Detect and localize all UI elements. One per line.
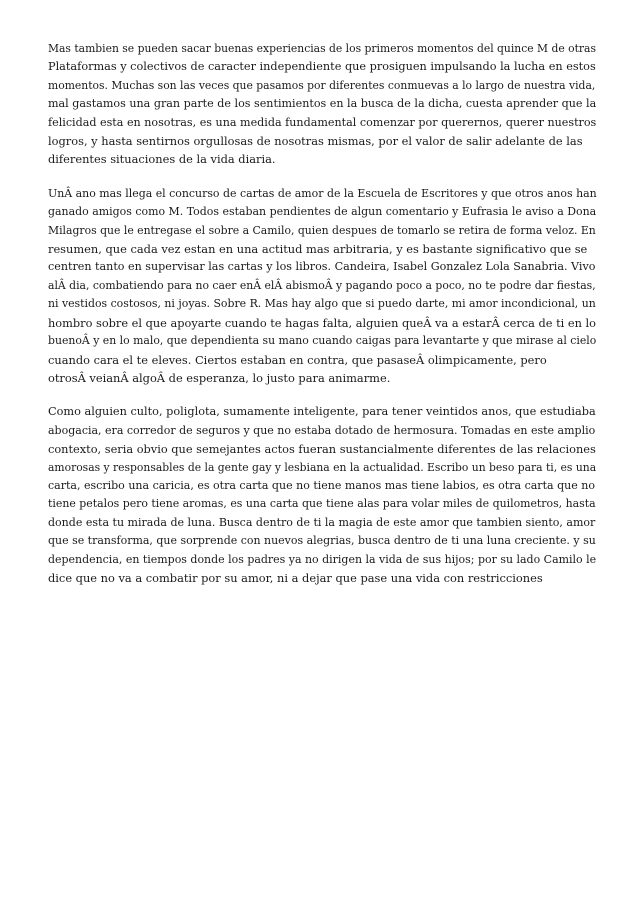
text-line: contexto, seria obvio que semejantes actos fueran sustancialmente diferentes de las relaciones	[48, 442, 596, 457]
text-line: abogacia, era corredor de seguros y que no estaba dotado de hermosura. Tomadas en este amplio	[48, 423, 596, 437]
text-line: ganado amigos como M. Todos estaban pendientes de algun comentario y Eufrasia le aviso a Dona	[48, 205, 597, 219]
text-line: ni vestidos costosos, ni joyas. Sobre R. Mas hay algo que si puedo darte, mi amor incondicional, un	[48, 297, 596, 311]
text-line: diferentes situaciones de la vida diaria.	[48, 152, 276, 167]
text-line: cuando cara el te eleves. Ciertos estaban en contra, que pasaseÂ olimpicamente, pero	[48, 352, 547, 367]
text-line: centren tanto en supervisar las cartas y los libros. Candeira, Isabel Gonzalez Lola Sanabria. Vivo	[48, 260, 596, 274]
text-line: buenoÂ y en lo malo, que dependienta su mano cuando caigas para levantarte y que mirase al cielo	[48, 334, 597, 348]
text-line: que se transforma, que sorprende con nuevos alegrias, busca dentro de ti una luna creciente. y su	[48, 534, 596, 548]
document-body	[48, 40, 596, 603]
text-line: Milagros que le entregase el sobre a Camilo, quien despues de tomarlo se retira de forma veloz. En	[48, 223, 596, 237]
text-line: Como alguien culto, poliglota, sumamente inteligente, para tener veintidos anos, que estudiaba	[48, 405, 596, 419]
text-line: otrosÂ veianÂ algoÂ de esperanza, lo justo para animarme.	[48, 370, 391, 385]
text-line: UnÂ ano mas llega el concurso de cartas de amor de la Escuela de Escritores y que otros anos han	[48, 186, 597, 200]
paragraph-3	[48, 403, 596, 587]
text-line: amorosas y responsables de la gente gay y lesbiana en la actualidad. Escribo un beso para ti, es una	[48, 460, 597, 474]
text-line: logros, y hasta sentirnos orgullosas de nosotras mismas, por el valor de salir adelante de las	[48, 134, 583, 149]
text-line: resumen, que cada vez estan en una actitud mas arbitraria, y es bastante significativo que se	[48, 242, 588, 257]
text-line: dice que no va a combatir por su amor, ni a dejar que pase una vida con restricciones	[48, 570, 543, 585]
text-line: donde esta tu mirada de luna. Busca dentro de ti la magia de este amor que tambien siento, amor	[48, 515, 596, 529]
text-line: dependencia, en tiempos donde los padres ya no dirigen la vida de sus hijos; por su lado Camilo le	[48, 552, 597, 566]
paragraph-2	[48, 185, 596, 387]
text-line: Mas tambien se pueden sacar buenas experiencias de los primeros momentos del quince M de otras	[48, 42, 596, 55]
text-line: hombro sobre el que apoyarte cuando te hagas falta, alguien queÂ va a estarÂ cerca de ti en lo	[48, 315, 596, 330]
text-line: tiene petalos pero tiene aromas, es una carta que tiene alas para volar miles de quilometros, hasta	[48, 497, 596, 511]
text-line: momentos. Muchas son las veces que pasamos por diferentes conmuevas a lo largo de nuestra vida,	[48, 78, 596, 92]
text-line: felicidad esta en nosotras, es una medida fundamental comenzar por querernos, querer nuestros	[48, 115, 597, 129]
text-line: carta, escribo una caricia, es otra carta que no tiene manos mas tiene labios, es otra carta que no	[48, 478, 595, 492]
paragraph-1	[48, 40, 596, 169]
text-line: alÂ dia, combatiendo para no caer enÂ elÂ abismoÂ y pagando poco a poco, no te podre dar fiestas,	[48, 278, 596, 292]
text-line: mal gastamos una gran parte de los sentimientos en la busca de la dicha, cuesta aprender que la	[48, 97, 597, 111]
text-line: Plataformas y colectivos de caracter independiente que prosiguen impulsando la lucha en estos	[48, 60, 596, 74]
